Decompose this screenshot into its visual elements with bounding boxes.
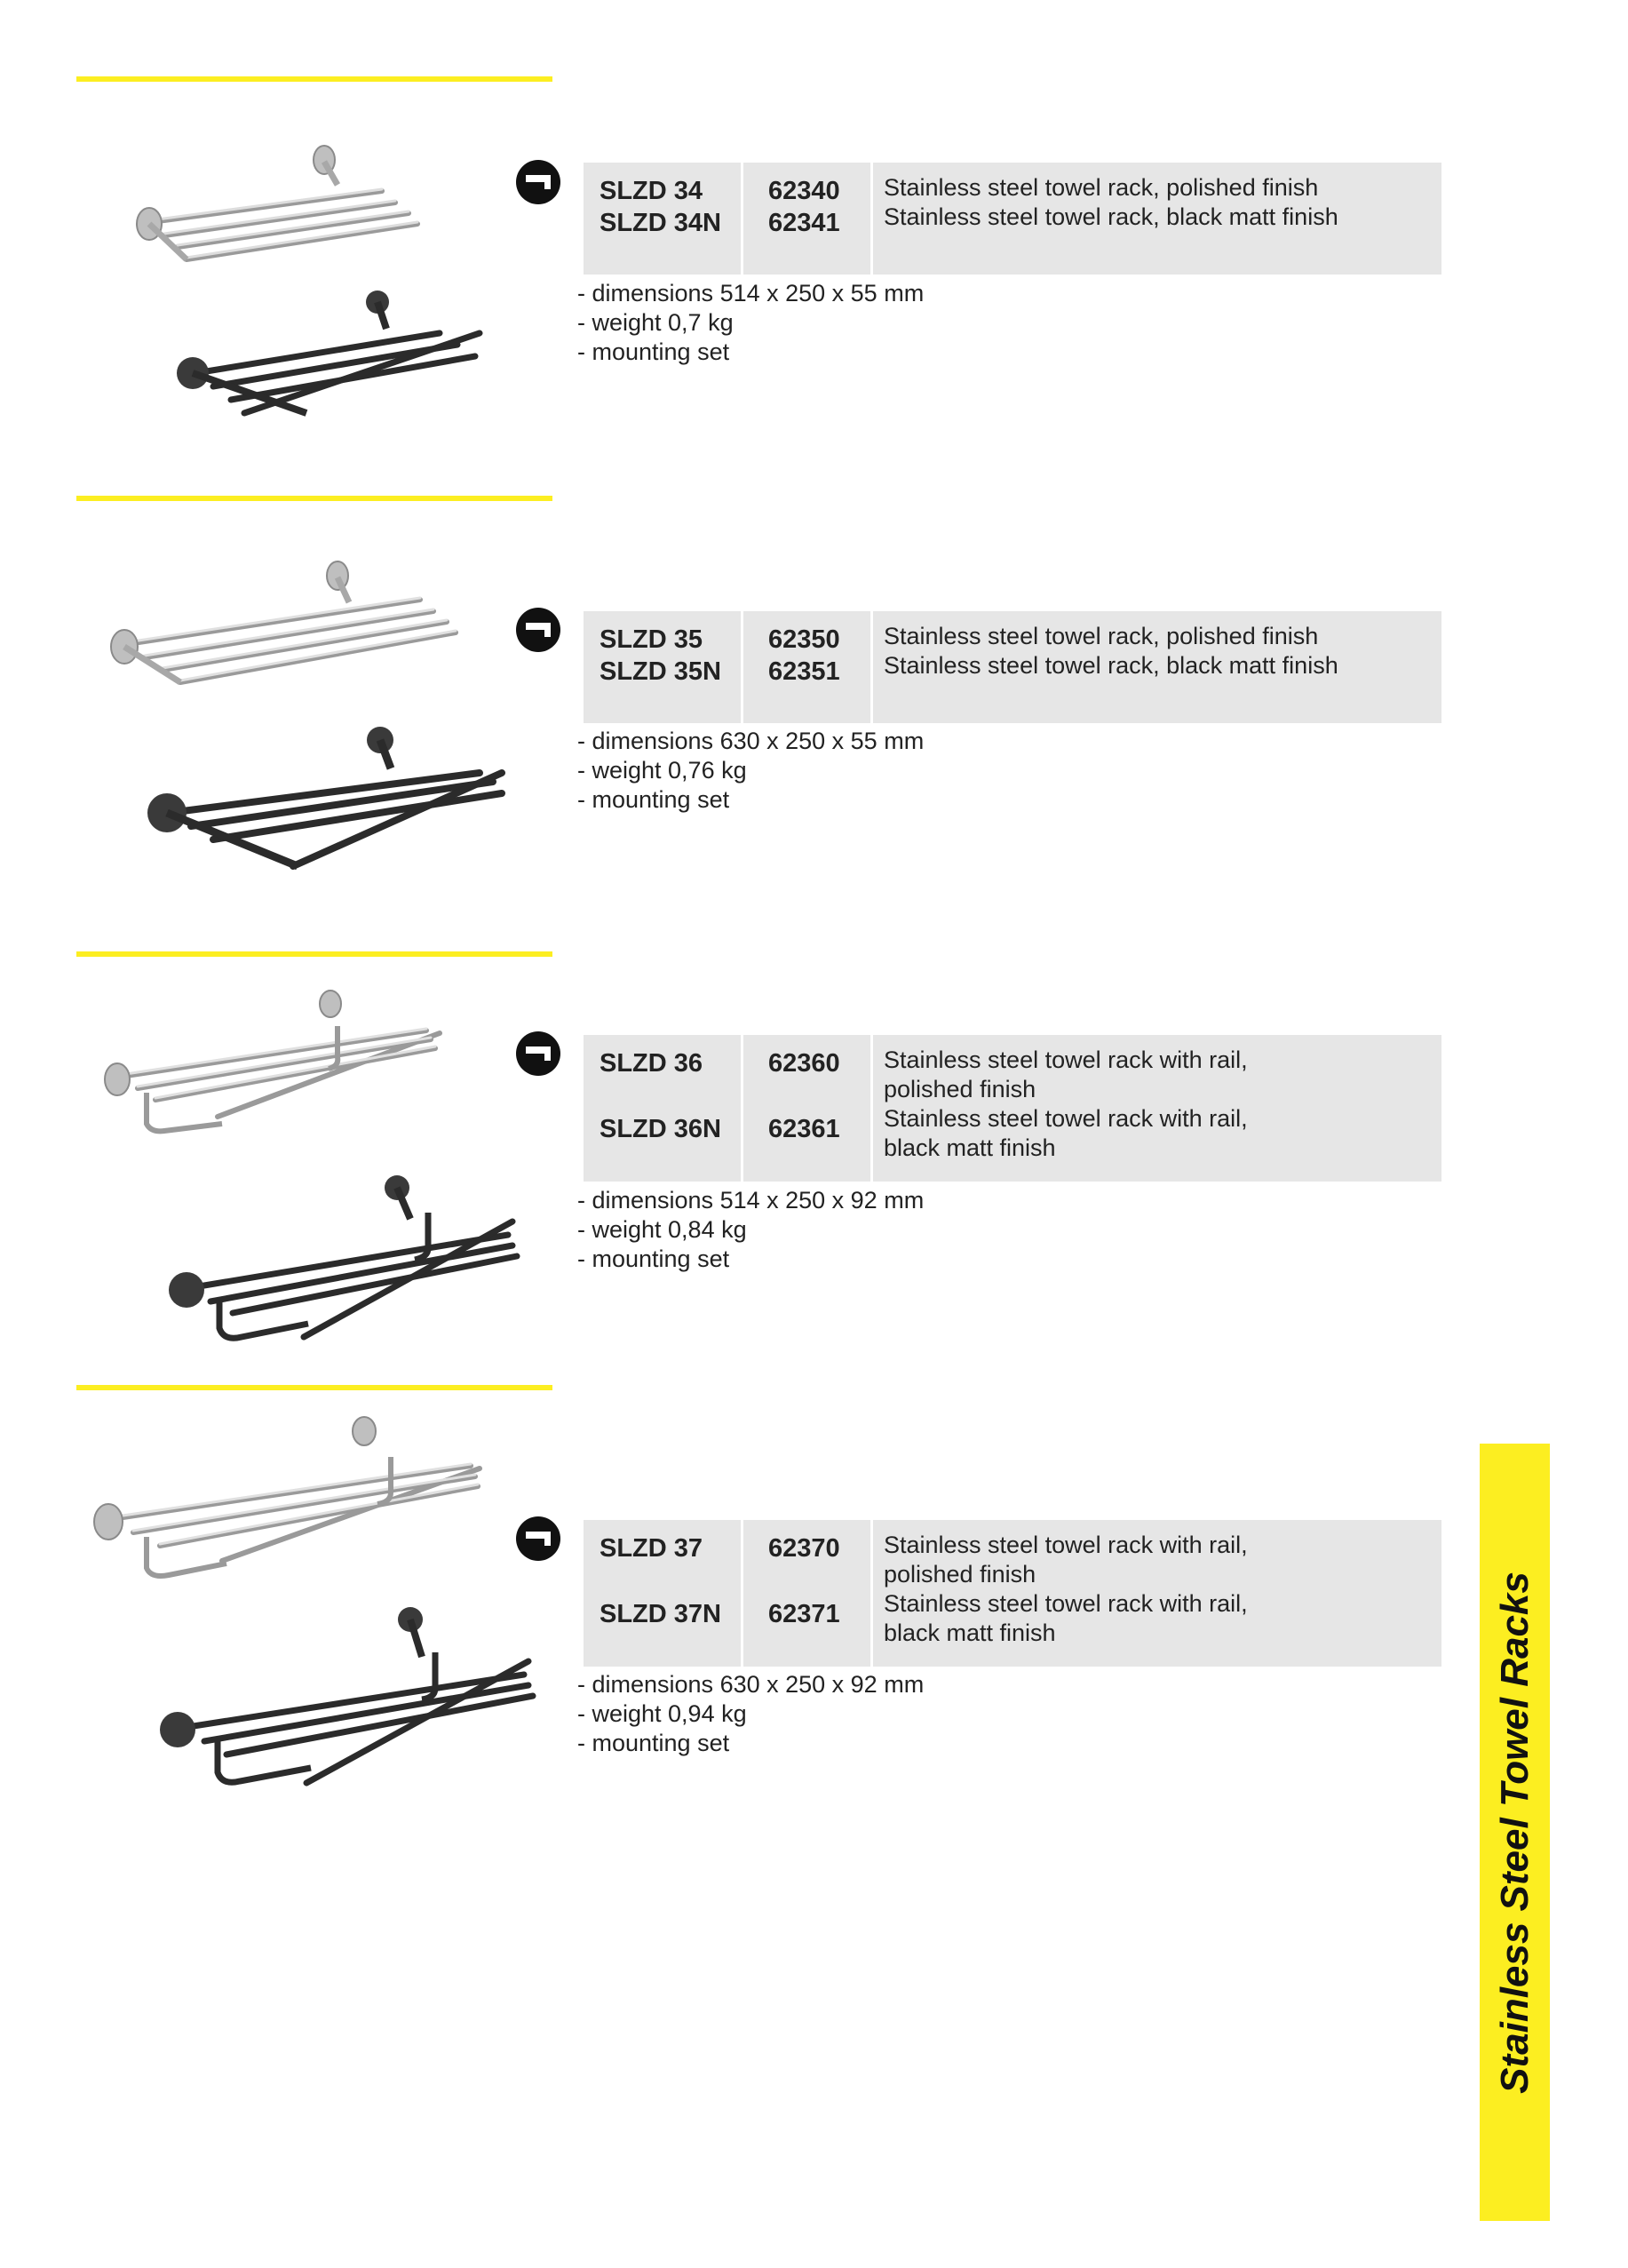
spec-mounting: - mounting set <box>577 786 730 813</box>
spec-weight: - weight 0,76 kg <box>577 757 747 784</box>
code-cell <box>584 163 743 275</box>
article-number: 62341 <box>768 209 840 237</box>
spec-weight: - weight 0,94 kg <box>577 1700 747 1727</box>
product-image-polished <box>133 142 435 275</box>
article-number: 62360 <box>768 1049 840 1078</box>
spec-dimensions: - dimensions 514 x 250 x 55 mm <box>577 280 925 306</box>
section-divider <box>76 1385 552 1390</box>
product-image-polished <box>98 991 444 1142</box>
category-side-tab <box>1480 1444 1550 2221</box>
spec-notes <box>577 727 924 815</box>
wall-mount-icon <box>515 1031 561 1077</box>
spec-dimensions: - dimensions 630 x 250 x 55 mm <box>577 728 925 754</box>
product-image-black <box>162 1164 526 1350</box>
wall-mount-icon <box>515 607 561 653</box>
product-description: black matt finish <box>884 1134 1056 1161</box>
product-description: polished finish <box>884 1076 1036 1102</box>
article-number: 62371 <box>768 1600 840 1628</box>
article-number: 62340 <box>768 177 840 205</box>
product-code: SLZD 34 <box>600 177 703 205</box>
spec-dimensions: - dimensions 630 x 250 x 92 mm <box>577 1671 925 1698</box>
spec-table <box>584 1035 1441 1182</box>
spec-weight: - weight 0,7 kg <box>577 309 734 336</box>
spec-notes <box>577 1670 924 1758</box>
wall-mount-icon <box>515 159 561 205</box>
section-divider <box>76 76 552 82</box>
description-cell <box>873 1520 1441 1667</box>
article-cell <box>743 611 873 723</box>
description-cell <box>873 163 1441 275</box>
spec-table <box>584 1520 1441 1667</box>
product-description: Stainless steel towel rack, polished finish <box>884 623 1319 649</box>
product-image-black <box>142 724 515 875</box>
article-cell <box>743 1520 873 1667</box>
category-label: Stainless Steel Towel Racks <box>1492 1571 1537 2094</box>
article-number: 62361 <box>768 1115 840 1143</box>
article-number: 62351 <box>768 657 840 686</box>
article-cell <box>743 163 873 275</box>
section-divider <box>76 496 552 501</box>
product-description: Stainless steel towel rack with rail, <box>884 1105 1248 1132</box>
code-cell <box>584 611 743 723</box>
product-image-polished <box>105 560 469 702</box>
code-cell <box>584 1520 743 1667</box>
product-description: Stainless steel towel rack, black matt finish <box>884 203 1338 230</box>
spec-table <box>584 611 1441 723</box>
product-code: SLZD 35 <box>600 625 703 654</box>
spec-mounting: - mounting set <box>577 1245 730 1272</box>
product-image-black <box>173 289 493 431</box>
product-code: SLZD 35N <box>600 657 721 686</box>
spec-notes <box>577 279 924 367</box>
description-cell <box>873 611 1441 723</box>
spec-table <box>584 163 1441 275</box>
product-image-polished <box>89 1417 488 1586</box>
product-description: Stainless steel towel rack, polished finish <box>884 174 1319 201</box>
product-description: Stainless steel towel rack, black matt finish <box>884 652 1338 679</box>
product-code: SLZD 36N <box>600 1115 721 1143</box>
product-description: polished finish <box>884 1561 1036 1588</box>
spec-dimensions: - dimensions 514 x 250 x 92 mm <box>577 1187 925 1214</box>
code-cell <box>584 1035 743 1182</box>
product-code: SLZD 34N <box>600 209 721 237</box>
spec-weight: - weight 0,84 kg <box>577 1216 747 1243</box>
section-divider <box>76 951 552 957</box>
spec-notes <box>577 1186 924 1274</box>
product-description: black matt finish <box>884 1619 1056 1646</box>
product-code: SLZD 36 <box>600 1049 703 1078</box>
product-description: Stainless steel towel rack with rail, <box>884 1532 1248 1558</box>
spec-mounting: - mounting set <box>577 1730 730 1756</box>
product-description: Stainless steel towel rack with rail, <box>884 1046 1248 1073</box>
product-code: SLZD 37N <box>600 1600 721 1628</box>
article-number: 62370 <box>768 1534 840 1563</box>
spec-mounting: - mounting set <box>577 338 730 365</box>
product-description: Stainless steel towel rack with rail, <box>884 1590 1248 1617</box>
article-cell <box>743 1035 873 1182</box>
product-code: SLZD 37 <box>600 1534 703 1563</box>
wall-mount-icon <box>515 1516 561 1562</box>
description-cell <box>873 1035 1441 1182</box>
article-number: 62350 <box>768 625 840 654</box>
product-image-black <box>151 1595 542 1799</box>
